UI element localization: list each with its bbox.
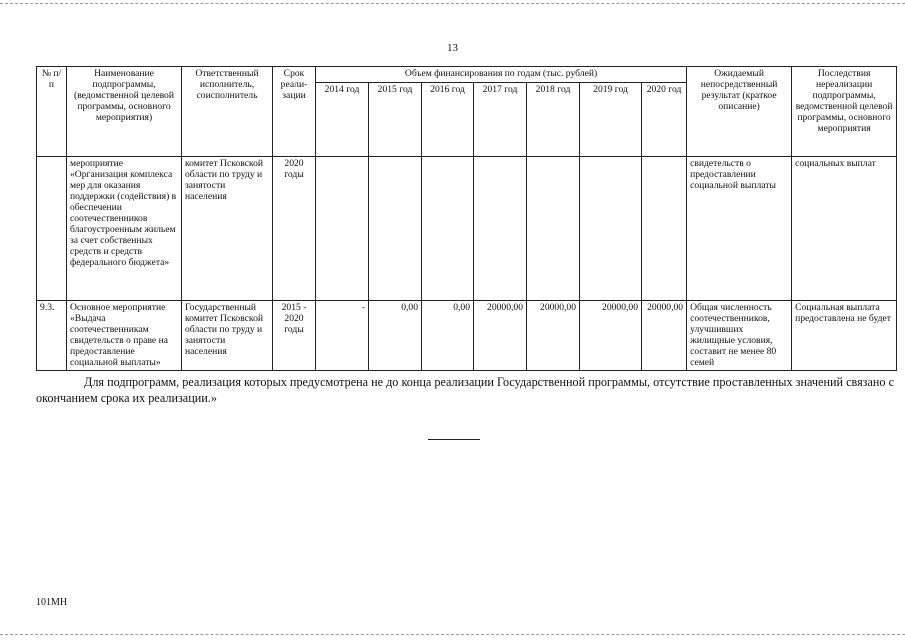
- row-value: [422, 157, 474, 301]
- row-value: 20000,00: [527, 301, 580, 371]
- header-year: 2014 год: [316, 83, 369, 157]
- separator-line: [428, 439, 480, 440]
- row-executor: комитет Псковской области по труду и занятости населения: [182, 157, 273, 301]
- scan-edge-top: [0, 3, 905, 4]
- header-result: Ожидаемый непосредственный результат (краткое описание): [687, 67, 792, 157]
- row-value: [642, 157, 687, 301]
- page-number: 13: [447, 42, 458, 54]
- row-term: 2020 годы: [273, 157, 316, 301]
- closing-note: Для подпрограмм, реализация которых предусмотрена не до конца реализации Государственной программы, отсутствие проставленных значений связано с окончанием срока их реализации.»: [36, 375, 894, 405]
- program-table: [36, 66, 897, 371]
- row-value: [316, 157, 369, 301]
- header-year: 2016 год: [422, 83, 474, 157]
- row-result: Общая численность соотечественников, улучшивших жилищные условия, составит не менее 80 семей: [687, 301, 792, 371]
- row-name: мероприятие «Организация комплекса мер для оказания поддержки (содействия) в обеспечении соотечественников благоустроенным жильем за счет собственных средств и средств федерального бюджета»: [67, 157, 182, 301]
- row-num: [37, 157, 67, 301]
- row-value: 20000,00: [642, 301, 687, 371]
- row-num: 9.3.: [37, 301, 67, 371]
- row-value: [474, 157, 527, 301]
- row-value: [527, 157, 580, 301]
- header-year: 2020 год: [642, 83, 687, 157]
- row-value: [580, 157, 642, 301]
- row-value: [369, 157, 422, 301]
- row-value: -: [316, 301, 369, 371]
- table-row: [37, 301, 897, 371]
- footer-code: 101МН: [36, 597, 68, 608]
- row-value: 0,00: [422, 301, 474, 371]
- header-consequence: Последствия нереализации подпрограммы, ведомственной целевой программы, основного мероприятия: [792, 67, 897, 157]
- header-year: 2015 год: [369, 83, 422, 157]
- header-year: 2018 год: [527, 83, 580, 157]
- header-year: 2017 год: [474, 83, 527, 157]
- header-year: 2019 год: [580, 83, 642, 157]
- header-executor: Ответственный исполнитель, соисполнитель: [182, 67, 273, 157]
- header-row: [37, 67, 897, 83]
- scan-edge-bottom: [0, 634, 905, 635]
- row-executor: Государственный комитет Псковской области по труду и занятости населения: [182, 301, 273, 371]
- header-funding: Объем финансирования по годам (тыс. рублей): [316, 67, 687, 83]
- row-result: свидетельств о предоставлении социальной выплаты: [687, 157, 792, 301]
- header-term: Срок реали-зации: [273, 67, 316, 157]
- row-value: 0,00: [369, 301, 422, 371]
- row-consequence: Социальная выплата предоставлена не будет: [792, 301, 897, 371]
- table-row: [37, 157, 897, 301]
- row-value: 20000,00: [474, 301, 527, 371]
- row-value: 20000,00: [580, 301, 642, 371]
- row-consequence: социальных выплат: [792, 157, 897, 301]
- header-num: № п/п: [37, 67, 67, 157]
- row-name: Основное мероприятие «Выдача соотечественникам свидетельств о праве на предоставление социальной выплаты»: [67, 301, 182, 371]
- row-term: 2015 - 2020 годы: [273, 301, 316, 371]
- header-name: Наименование подпрограммы, (ведомственной целевой программы, основного мероприятия): [67, 67, 182, 157]
